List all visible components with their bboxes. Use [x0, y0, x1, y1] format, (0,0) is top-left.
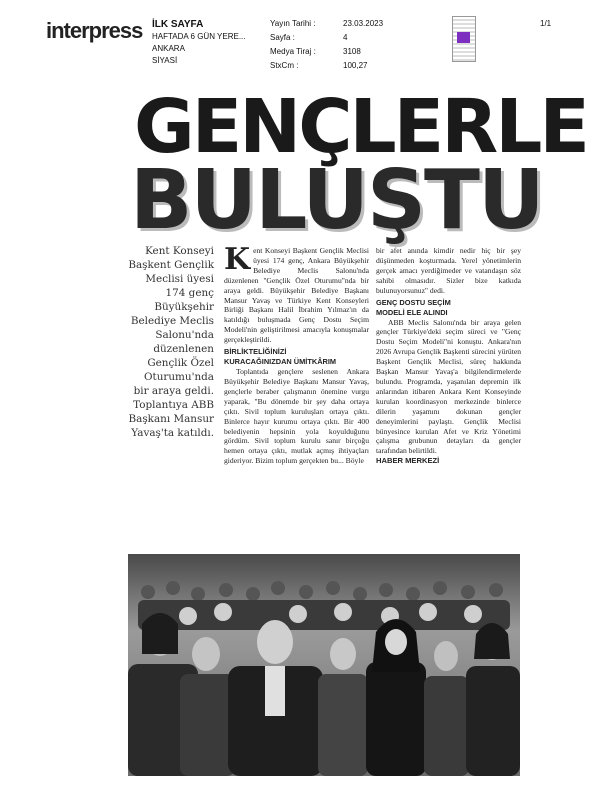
section-name: İLK SAYFA — [152, 19, 204, 30]
paragraph: ABB Meclis Salonu'nda bir araya gelen gençler Türkiye'deki seçim süreci ve "Genç Dostu Seçim Modeli"ni konuştu. Ankara'nın 2026 Avrupa Gençlik Başkenti sürecini yürüten Başkent Gençlik Meclisi, süreç hakkında Başkan Mansur Yavaş'a bilgilendirmelerde bulundu. Programda, yaşanılan depremin ilk anlarından itibaren Ankara Kent Konseyinde kurulan koordinasyon merkezinde binlerce dilerin yaşamını dokunan gençler deneyimlerini paylaştı. Gençlik Meclisi bünyesince kurulan Afet ve Kriz Yönetimi çalışma grubunun detayları da gençler tarafından belirtildi. — [376, 317, 521, 456]
article-deck: Kent Konseyi Başkent Gençlik Meclisi üyesi 174 genç Büyükşehir Belediye Meclis Salonu'nda düzenlenen Gençlik Özel Oturumu'nda bir araya geldi. Toplantıya ABB Başkanı Mansur Yavaş'ta katıldı. — [128, 245, 214, 439]
article-photo — [128, 554, 520, 776]
page-thumbnail[interactable] — [452, 16, 476, 62]
subheading: BİRLİKTELİĞİNİZİ — [224, 347, 287, 357]
meta-row: StxCm : 100,27 — [270, 61, 368, 70]
subheading: GENÇ DOSTU SEÇİM — [376, 297, 451, 307]
subheading: KURACAĞINIZDAN ÜMİTKÂRIM — [224, 357, 337, 367]
paragraph: bir afet anında kimdir nedir hiç bir şey düşünmeden koşturmada. Yerel yönetimlerin gerçek amacı yerdiğimeder ve vatandaşın söz sahibi olmasıdır. Sizler bize katkıda bulunuyorsunuz" dedi. — [376, 246, 521, 295]
drop-cap: K — [224, 242, 251, 277]
category: SİYASİ — [152, 56, 178, 65]
city: ANKARA — [152, 44, 185, 53]
paragraph: ent Konseyi Başkent Gençlik Meclisi üyesi 174 genç, Ankara Büyükşehir Belediye Meclis Salonu'nda düzenlenen "Gençlik Özel Oturumu"nda bir araya geldi. Büyükşehir Belediye Başkanı Mansur Yavaş ve Türkiye Kent Konseyleri Birliği Başkanı Halil İbrahim Yılmaz'ın da katıldığı buluşmada Genç Dostu Seçim Modeli'nin geliştirilmesi amacıyla konuşmalar gerçekleştirildi. — [224, 246, 369, 345]
byline: HABER MERKEZİ — [376, 456, 440, 466]
frequency: HAFTADA 6 GÜN YERE... — [152, 32, 246, 41]
audience-photo-icon — [128, 554, 520, 776]
article-column-2 — [376, 246, 521, 466]
headline-line-1: GENÇLERLE — [134, 84, 587, 170]
meta-row: Yayın Tarihi : 23.03.2023 — [270, 19, 384, 28]
interpress-logo: interpress — [46, 18, 143, 43]
headline-line-2: BULUŞTU — [130, 153, 543, 248]
subheading: MODELİ ELE ALINDI — [376, 307, 448, 317]
page-counter: 1/1 — [540, 19, 552, 28]
publication-info — [152, 19, 246, 67]
meta-row: Sayfa : 4 — [270, 33, 348, 42]
publication-meta — [270, 17, 383, 73]
paragraph: Toplantıda gençlere seslenen Ankara Büyükşehir Belediye Başkanı Mansur Yavaş, gençlerle beraber çalışmanın önemine vurgu yaparak, "Bu dönemde bir şey daha ortaya çıktı. Sivil toplum kuruluşları ortaya çıktı. Binlerce hayır kurumu ortaya çıktı. Bir 400 belediyenin hepsinin yola koyulduğunu gördüm. Sivil toplum kurulu sanır birçoğu hemen ortaya çıktı, mutlak açmış ihtiyaçları gideriyor. Bizim toplum gerçekten bu... Böyle — [224, 367, 369, 466]
meta-row: Medya Tiraj : 3108 — [270, 47, 361, 56]
article-column-1 — [224, 242, 369, 466]
